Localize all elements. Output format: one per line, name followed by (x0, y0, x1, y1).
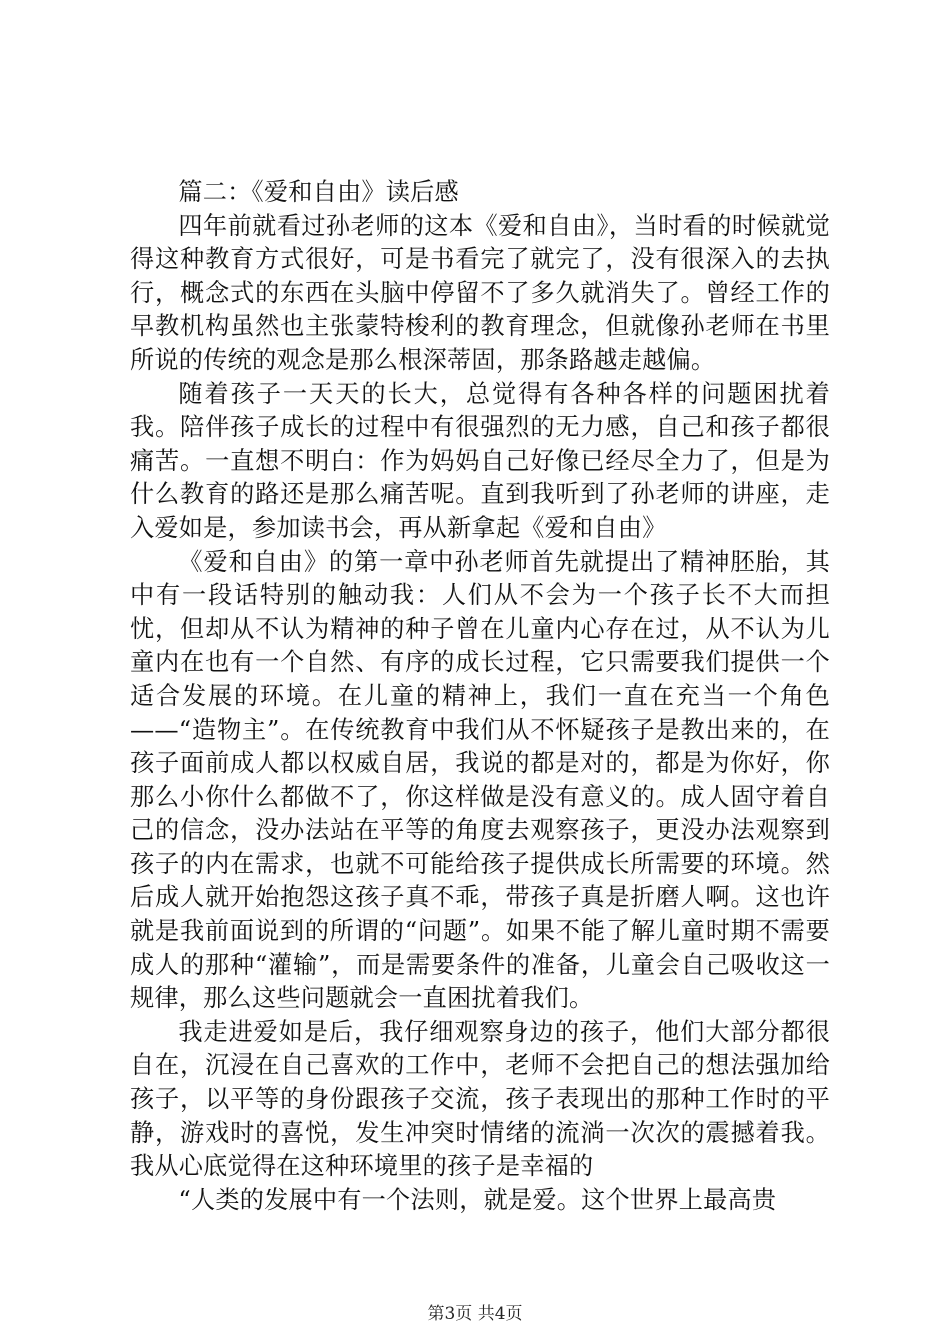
paragraph: “人类的发展中有一个法则，就是爱。这个世界上最高贵 (178, 1185, 777, 1214)
page-footer (0, 1303, 950, 1325)
page-number: 第3页 共4页 (427, 1304, 523, 1324)
paragraph: 随着孩子一天天的长大，总觉得有各种各样的问题困扰着我。陪伴孩子成长的过程中有很强烈的无力感，自己和孩子都很痛苦。一直想不明白：作为妈妈自己好像已经尽全力了，但是为什么教育的路还是那么痛苦呢。直到我听到了孙老师的讲座，走入爱如是，参加读书会，再从新拿起《爱和自由》 (130, 379, 830, 542)
section-title: 篇二：《爱和自由》读后感 (178, 178, 459, 206)
paragraph: 四年前就看过孙老师的这本《爱和自由》，当时看的时候就觉得这种教育方式很好，可是书看完了就完了，没有很深入的去执行，概念式的东西在头脑中停留不了多久就消失了。曾经工作的早教机构虽然也主张蒙特梭利的教育理念，但就像孙老师在书里所说的传统的观念是那么根深蒂固，那条路越走越偏。 (130, 211, 830, 374)
document-body (130, 176, 830, 1217)
paragraph: 我走进爱如是后，我仔细观察身边的孩子，他们大部分都很自在，沉浸在自己喜欢的工作中，老师不会把自己的想法强加给孩子，以平等的身份跟孩子交流，孩子表现出的那种工作时的平静，游戏时的喜悦，发生冲突时情绪的流淌一次次的震撼着我。我从心底觉得在这种环境里的孩子是幸福的 (130, 1017, 830, 1181)
paragraph: 《爱和自由》的第一章中孙老师首先就提出了精神胚胎，其中有一段话特别的触动我：人们从不会为一个孩子长不大而担忧，但却从不认为精神的种子曾在儿童内心存在过，从不认为儿童内在也有一个自然、有序的成长过程，它只需要我们提供一个适合发展的环境。在儿童的精神上，我们一直在充当一个角色——“造物主”。在传统教育中我们从不怀疑孩子是教出来的，在孩子面前成人都以权威自居，我说的都是对的，都是为你好，你那么小你什么都做不了，你这样做是没有意义的。成人固守着自己的信念，没办法站在平等的角度去观察孩子，更没办法观察到孩子的内在需求，也就不可能给孩子提供成长所需要的环境。然后成人就开始抱怨这孩子真不乖，带孩子真是折磨人啊。这也许就是我前面说到的所谓的“问题”。如果不能了解儿童时期不需要成人的那种“灌输”，而是需要条件的准备，儿童会自己吸收这一规律，那么这些问题就会一直困扰着我们。 (130, 547, 830, 1013)
